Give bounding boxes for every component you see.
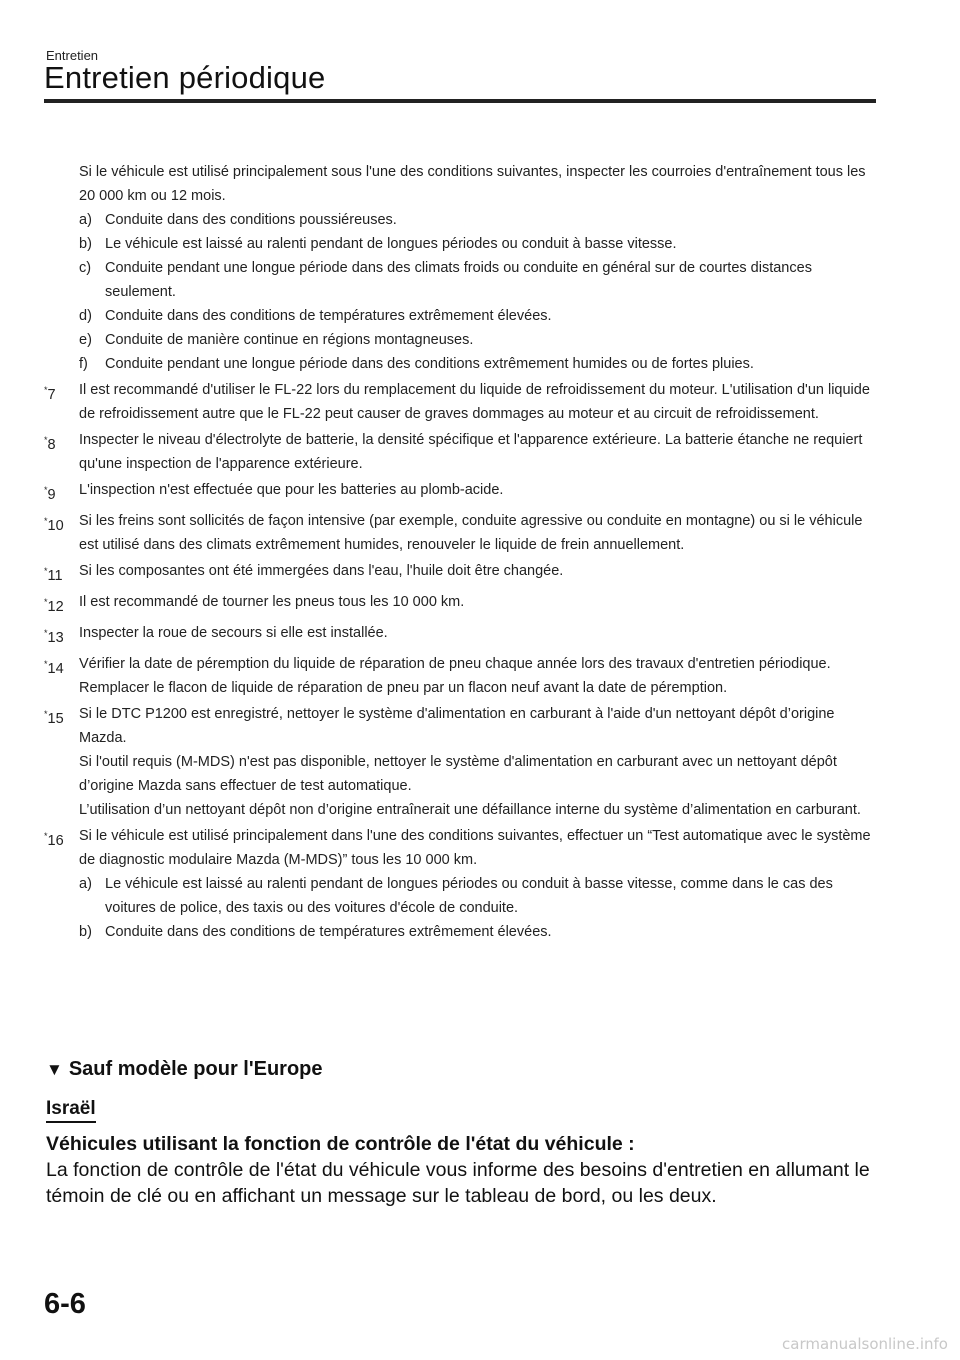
- footnote-text: Il est recommandé d'utiliser le FL-22 lors du remplacement du liquide de refroidissement du moteur. L'utilisation d'un liquide de refroidissement autre que le FL-22 peut causer de graves dommages au moteur et au circuit de refroidissement.: [79, 382, 870, 422]
- footnote-8: [44, 428, 874, 476]
- list-text: Conduite pendant une longue période dans des climats froids ou conduite en général sur de courtes distances seulement.: [105, 260, 812, 300]
- footnote-text: Il est recommandé de tourner les pneus tous les 10 000 km.: [79, 594, 465, 610]
- list-text: Conduite dans des conditions de températures extrêmement élevées.: [105, 308, 552, 324]
- section-heading-text: Sauf modèle pour l'Europe: [68, 1058, 323, 1080]
- list-item: [44, 256, 874, 304]
- list-item: [44, 352, 874, 376]
- list-item: [44, 208, 874, 232]
- footnote-text: L'inspection n'est effectuée que pour les batteries au plomb-acide.: [79, 482, 504, 498]
- list-text: Conduite dans des conditions de températures extrêmement élevées.: [105, 924, 552, 940]
- intro-paragraph: Si le véhicule est utilisé principalement sous l'une des conditions suivantes, inspecter les courroies d'entraînement tous les 20 000 km ou 12 mois.: [79, 164, 866, 204]
- list-marker: e): [79, 332, 92, 348]
- footnote-text: Inspecter la roue de secours si elle est installée.: [79, 625, 388, 641]
- header-rule: [44, 99, 876, 103]
- footnote-number: *10: [44, 516, 64, 534]
- footnote-number: *12: [44, 597, 64, 615]
- footnote-12: [44, 590, 874, 619]
- feature-heading: Véhicules utilisant la fonction de contrôle de l'état du véhicule :: [46, 1133, 635, 1155]
- footnote-number: *16: [44, 831, 64, 849]
- region-heading: Israël: [46, 1098, 96, 1123]
- footnote-16: [44, 824, 874, 944]
- header-section-label: Entretien: [46, 48, 99, 63]
- list-marker: a): [79, 212, 92, 228]
- page-title: Entretien périodique: [44, 60, 326, 95]
- list-text: Conduite pendant une longue période dans des conditions extrêmement humides ou de fortes pluies.: [105, 356, 754, 372]
- maintenance-notes: [44, 160, 874, 944]
- list-item: [79, 872, 874, 920]
- triangle-down-icon: ▼: [46, 1060, 63, 1079]
- section-heading: [46, 1058, 323, 1081]
- footnote-text: L’utilisation d’un nettoyant dépôt non d’origine entraînerait une défaillance interne du système d’alimentation en carburant.: [79, 802, 861, 818]
- footnote-number: *11: [44, 566, 63, 584]
- feature-body: La fonction de contrôle de l'état du véhicule vous informe des besoins d'entretien en allumant le témoin de clé ou en affichant un message sur le tableau de bord, ou les deux.: [46, 1159, 870, 1207]
- list-text: Le véhicule est laissé au ralenti pendant de longues périodes ou conduit à basse vitesse, comme dans le cas des voitures de police, des taxis ou des voitures d'école de conduite.: [105, 876, 833, 916]
- list-item: [44, 304, 874, 328]
- list-marker: d): [79, 308, 92, 324]
- footnote-number: *8: [44, 435, 56, 453]
- footnote-text: Si le véhicule est utilisé principalement dans l'une des conditions suivantes, effectuer un “Test automatique avec le système de diagnostic modulaire Mazda (M-MDS)” tous les 10 000 km.: [79, 828, 871, 868]
- list-text: Le véhicule est laissé au ralenti pendant de longues périodes ou conduit à basse vitesse.: [105, 236, 677, 252]
- footnote-14: [44, 652, 874, 700]
- footnote-9: [44, 478, 874, 507]
- footnote-number: *13: [44, 628, 64, 646]
- footnote-text: Si les freins sont sollicités de façon intensive (par exemple, conduite agressive ou conduite en montagne) ou si le véhicule est utilisé dans des climats extrêmement humides, renouveler le liquide de frein annuellement.: [79, 513, 863, 553]
- list-text: Conduite de manière continue en régions montagneuses.: [105, 332, 474, 348]
- list-marker: b): [79, 236, 92, 252]
- list-item: [44, 328, 874, 352]
- list-text: Conduite dans des conditions poussiéreuses.: [105, 212, 397, 228]
- footnote-15: [44, 702, 874, 822]
- list-marker: c): [79, 260, 92, 276]
- footnote-13: [44, 621, 874, 650]
- footnote-number: *15: [44, 709, 64, 727]
- footnote-text: Inspecter le niveau d'électrolyte de batterie, la densité spécifique et l'apparence extérieure. La batterie étanche ne requiert qu'une inspection de l'apparence extérieure.: [79, 432, 863, 472]
- list-item: [44, 232, 874, 256]
- footnote-11: [44, 559, 874, 588]
- list-marker: a): [79, 876, 92, 892]
- footnote-7: [44, 378, 874, 426]
- list-item: [79, 920, 874, 944]
- footnote-text: Si les composantes ont été immergées dans l'eau, l'huile doit être changée.: [79, 563, 564, 579]
- footnote-number: *9: [44, 485, 56, 503]
- footnote-text: Si l'outil requis (M-MDS) n'est pas disponible, nettoyer le système d'alimentation en carburant avec un nettoyant dépôt d’origine Mazda sans effectuer de test automatique.: [79, 754, 837, 794]
- list-marker: b): [79, 924, 92, 940]
- watermark: carmanualsonline.info: [782, 1335, 948, 1353]
- intro-list: [44, 208, 874, 376]
- footnote-10: [44, 509, 874, 557]
- footnote-text: Si le DTC P1200 est enregistré, nettoyer le système d'alimentation en carburant à l'aide d'un nettoyant dépôt d’origine Mazda.: [79, 706, 835, 746]
- footnote-number: *14: [44, 659, 64, 677]
- page-number: 6-6: [44, 1288, 86, 1320]
- list-marker: f): [79, 356, 88, 372]
- footnote-text: Vérifier la date de péremption du liquide de réparation de pneu chaque année lors des travaux d'entretien périodique. Remplacer le flacon de liquide de réparation de pneu par un flacon neuf avant la date de péremption.: [79, 656, 831, 696]
- footnote-number: *7: [44, 385, 56, 403]
